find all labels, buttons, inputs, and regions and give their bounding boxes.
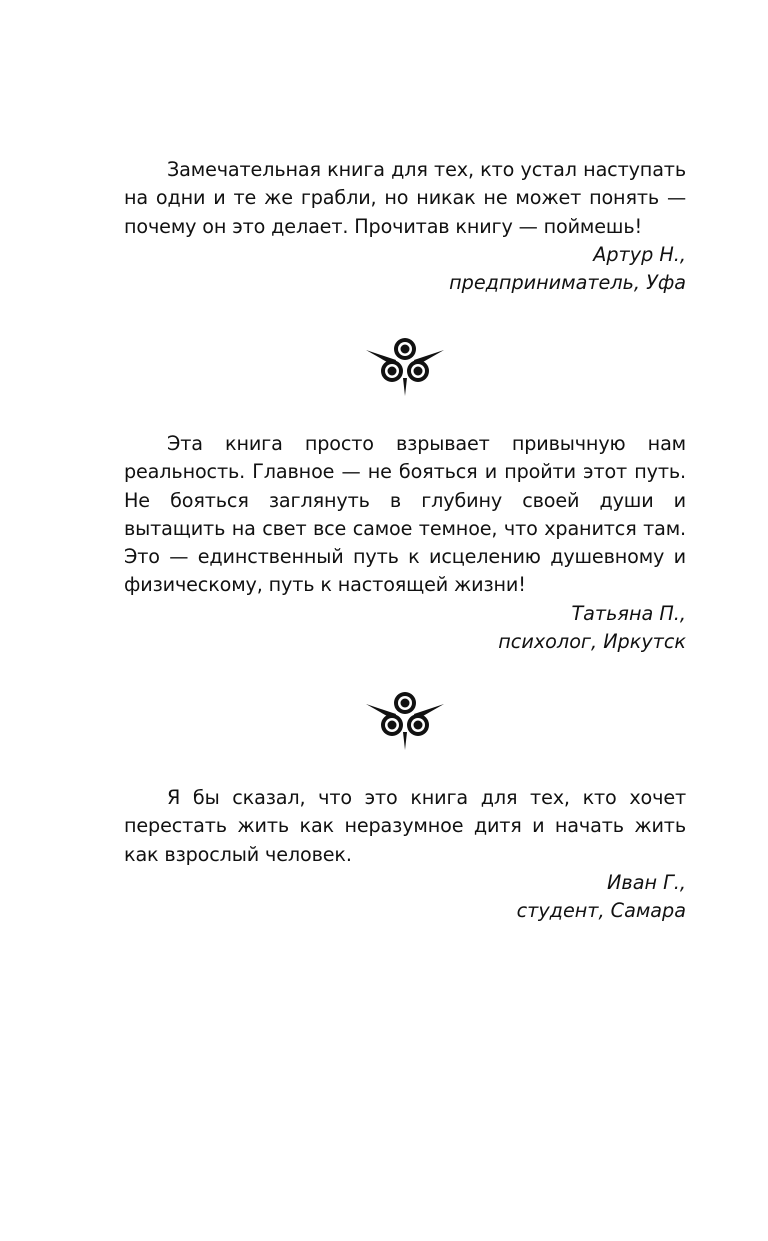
testimonial-text: Я бы сказал, что это книга для тех, кто хочет перестать жить как неразумное дитя и начать жить как взрослый человек. <box>124 786 686 866</box>
testimonial-3 <box>124 784 686 925</box>
triple-circle-ornament-icon <box>366 688 444 752</box>
testimonial-role: предприниматель, Уфа <box>449 271 686 295</box>
testimonial-text: Эта книга просто взрывает привычную нам реальность. Главное — не бояться и пройти этот путь. Не бояться заглянуть в глубину своей души и вытащить на свет все самое темное, что хранится там. Это — единственный путь к исцелению душевному и физическому, путь к настоящей жизни! <box>124 432 686 597</box>
testimonial-text: Замечательная книга для тех, кто устал наступать на одни и те же грабли, но никак не может понять — почему он это делает. Прочитав книгу — поймешь! <box>124 158 686 238</box>
testimonial-role: студент, Самара <box>516 899 686 923</box>
testimonial-author: Иван Г., <box>607 870 686 894</box>
testimonial-role: психолог, Иркутск <box>498 630 686 654</box>
testimonial-2 <box>124 430 686 656</box>
testimonial-author: Татьяна П., <box>571 601 686 625</box>
triple-circle-ornament-icon <box>366 334 444 398</box>
testimonial-1 <box>124 156 686 297</box>
testimonial-author: Артур Н., <box>593 242 686 266</box>
